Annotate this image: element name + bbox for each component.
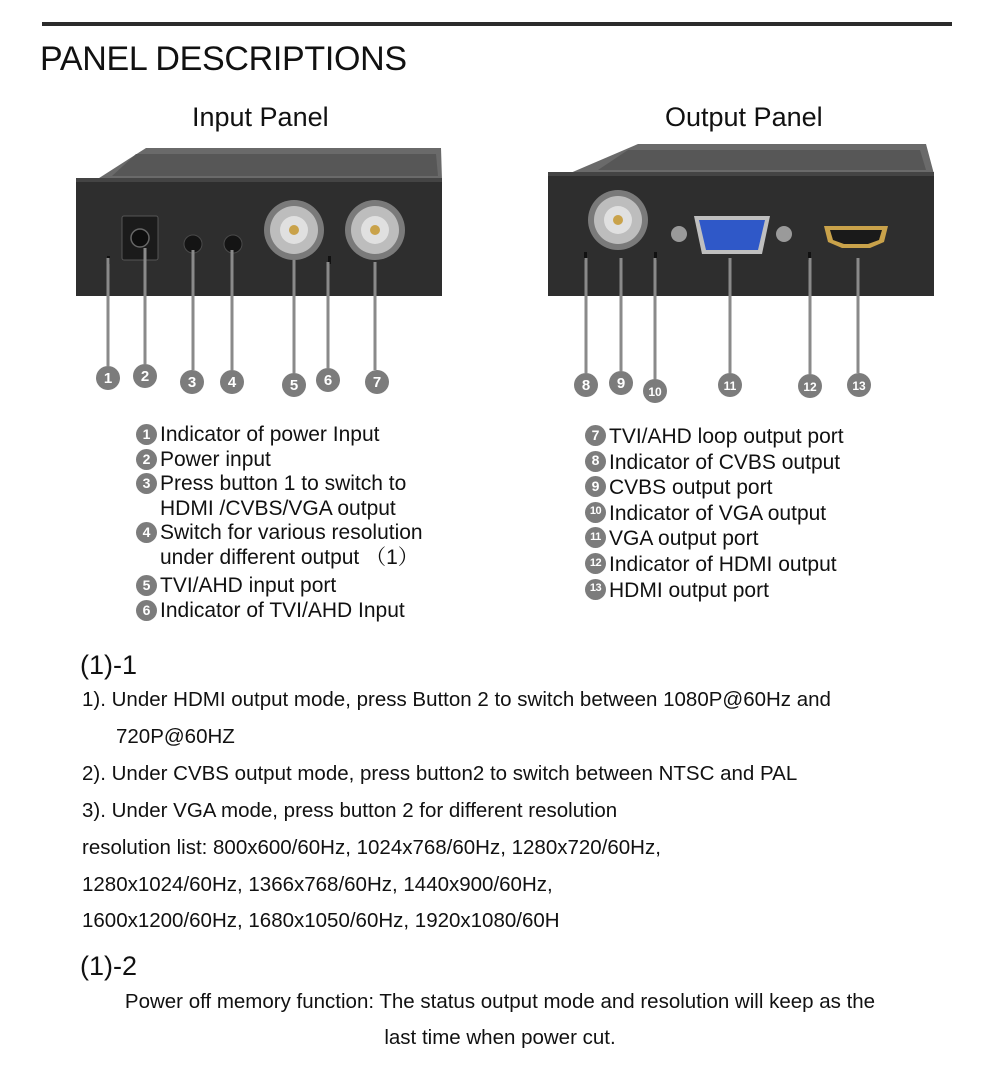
legend-item (585, 501, 844, 527)
legend-item (136, 448, 423, 473)
legend-text: Power input (160, 447, 271, 471)
callout-number: 4 (227, 374, 237, 391)
legend-text: VGA output port (609, 527, 759, 551)
legend-text: Switch for various resolution (160, 521, 423, 544)
legend-number-badge: 13 (585, 579, 606, 600)
legend-item (585, 552, 844, 578)
footer-line-2: last time when power cut. (384, 1026, 616, 1049)
legend-item (585, 424, 844, 450)
legend-number-badge: 10 (585, 502, 606, 523)
callout-number: 7 (372, 374, 382, 391)
legend-number-badge: 1 (136, 424, 157, 445)
note-line: 1). Under HDMI output mode, press Button 2 to switch between 1080P@60Hz and (82, 688, 831, 711)
callout-number: 1 (103, 370, 113, 387)
legend-item (585, 450, 844, 476)
callout-number: 12 (803, 380, 817, 394)
note-line: resolution list: 800x600/60Hz, 1024x768/60Hz, 1280x720/60Hz, (82, 836, 661, 859)
callout-number: 2 (140, 368, 150, 385)
input-panel-title: Input Panel (192, 102, 329, 132)
legend-text-continued: HDMI /CVBS/VGA output (160, 496, 396, 520)
note-heading-1: (1)-1 (80, 650, 138, 680)
callout-number: 11 (723, 379, 737, 393)
legend-text: Press button 1 to switch to (160, 472, 407, 495)
legend-text: Indicator of VGA output (609, 501, 827, 525)
legend-item (136, 472, 423, 521)
legend-number-badge: 5 (136, 575, 157, 596)
output-panel-title: Output Panel (665, 102, 823, 132)
legend-item (585, 475, 844, 501)
legend-item (136, 521, 423, 570)
callout-number: 13 (852, 379, 866, 393)
callout-number: 3 (187, 374, 197, 391)
callout-number: 6 (323, 372, 333, 389)
note-line: 3). Under VGA mode, press button 2 for different resolution (82, 799, 618, 822)
legend-number-badge: 7 (585, 425, 606, 446)
legend-text-continued: under different output （1） (160, 545, 419, 569)
note-heading-2: (1)-2 (80, 951, 138, 981)
output-legend (585, 424, 844, 603)
callout-number: 10 (648, 385, 662, 399)
legend-text: Indicator of HDMI output (609, 552, 837, 576)
footer-line-1: Power off memory function: The status output mode and resolution will keep as the (124, 990, 876, 1013)
legend-number-badge: 3 (136, 473, 157, 494)
legend-text: HDMI output port (609, 578, 769, 602)
legend-text: TVI/AHD input port (160, 574, 337, 597)
input-legend (136, 423, 423, 623)
legend-item (136, 599, 423, 624)
legend-number-badge: 4 (136, 522, 157, 543)
callout-number: 8 (581, 377, 591, 394)
callout-number: 5 (289, 377, 299, 394)
legend-text: CVBS output port (609, 476, 773, 500)
callout-layer (0, 0, 1000, 410)
page-title: PANEL DESCRIPTIONS (40, 40, 407, 78)
callout-number: 9 (616, 375, 626, 392)
legend-text: Indicator of TVI/AHD Input (160, 598, 405, 622)
legend-number-badge: 12 (585, 553, 606, 574)
legend-number-badge: 8 (585, 451, 606, 472)
legend-text: TVI/AHD loop output port (609, 425, 844, 448)
legend-text: Indicator of CVBS output (609, 450, 841, 474)
legend-number-badge: 2 (136, 449, 157, 470)
legend-item (585, 526, 844, 552)
legend-item (585, 578, 844, 604)
legend-item (136, 574, 423, 599)
note-line: 2). Under CVBS output mode, press button2 to switch between NTSC and PAL (82, 762, 798, 785)
legend-number-badge: 11 (585, 527, 606, 548)
note-line: 1280x1024/60Hz, 1366x768/60Hz, 1440x900/60Hz, (82, 873, 553, 896)
legend-number-badge: 9 (585, 476, 606, 497)
legend-number-badge: 6 (136, 600, 157, 621)
legend-item (136, 423, 423, 448)
note-line: 720P@60HZ (116, 725, 235, 748)
legend-text: Indicator of power Input (160, 423, 380, 446)
note-line: 1600x1200/60Hz, 1680x1050/60Hz, 1920x1080/60H (82, 909, 560, 932)
